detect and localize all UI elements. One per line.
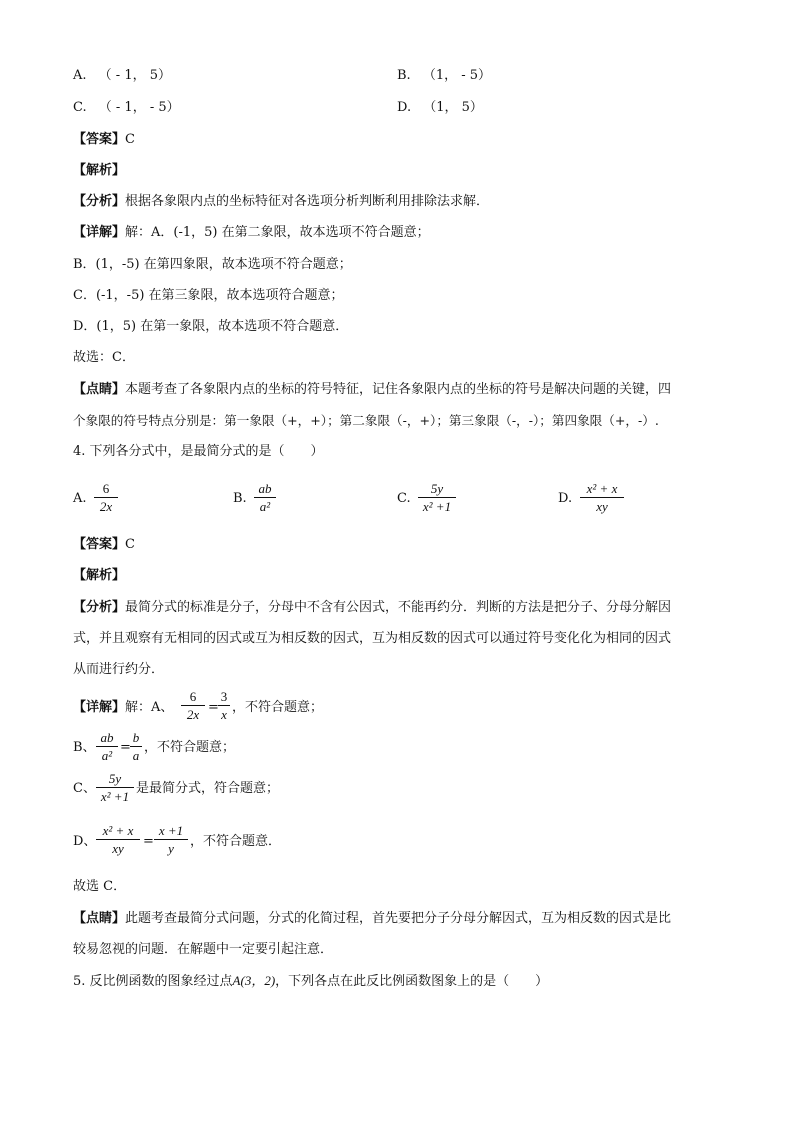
answer-tag: 【答案】 <box>73 132 126 147</box>
option-a-text: （ - 1， 5） <box>98 68 172 83</box>
q4-xiangjie-c-prefix: C、 <box>73 781 96 796</box>
fraction-denominator: 2x <box>186 707 200 722</box>
q4-option-d-label: D. <box>558 491 573 506</box>
q4-xiangjie-b-prefix: B、 <box>73 740 96 755</box>
option-c-label: C. <box>73 100 87 115</box>
q4-xiangjie-d-prefix: D、 <box>73 834 97 849</box>
q4-xiangjie-a-lhs <box>181 688 205 723</box>
fraction-numerator: 5y <box>430 481 444 496</box>
q4-xiangjie-d-rhs <box>154 822 188 857</box>
q4-xiangjie-d-lhs <box>96 822 140 857</box>
q4-fenxi-line3: 从而进行约分． <box>73 662 165 677</box>
q4-guxuan: 故选 C． <box>73 879 127 894</box>
q4-dianjing-line2: 较易忽视的问题．在解题中一定要引起注意． <box>73 942 334 957</box>
fraction-denominator: xy <box>112 841 124 856</box>
fraction-numerator: 3 <box>220 689 228 704</box>
fraction-denominator: a² <box>259 499 271 514</box>
q3-guxuan: 故选：C． <box>73 350 135 365</box>
q4-dianjing-line1 <box>73 910 671 928</box>
q4-xiangjie-a-prefix <box>73 699 173 717</box>
q3-xiangjie-line4: D．(1，5) 在第一象限，故本选项不符合题意． <box>73 319 349 334</box>
q3-xiangjie-line2: B．(1，-5) 在第四象限，故本选项不符合题意； <box>73 257 352 272</box>
option-c-text: （ - 1， - 5） <box>98 100 180 115</box>
q4-xiangjie-a-suffix: ，不符合题意； <box>232 700 324 715</box>
q4-option-c-label: C. <box>397 491 411 506</box>
xiangjie-tag: 【详解】 <box>73 700 126 715</box>
q4-option-a-label: A. <box>73 491 87 506</box>
answer-value: C <box>125 132 135 147</box>
option-c <box>73 99 180 117</box>
fraction-denominator: 2x <box>99 499 113 514</box>
q3-jiexi-tag: 【解析】 <box>73 163 126 178</box>
fraction-denominator: a² <box>101 748 113 763</box>
q5-stem-post: ，下列各点在此反比例函数图象上的是（ ） <box>275 974 549 989</box>
dianjing-tag: 【点睛】 <box>73 911 126 926</box>
q5-point: A(3，2) <box>232 973 276 988</box>
fraction-denominator: xy <box>596 499 608 514</box>
fraction-denominator: x² +1 <box>100 789 130 804</box>
fraction-numerator: 6 <box>102 481 110 496</box>
option-d <box>397 99 483 117</box>
dianjing-text: 本题考查了各象限内点的坐标的符号特征，记住各象限内点的坐标的符号是解决问题的关键，四 <box>125 382 672 397</box>
q4-xiangjie-c-fraction <box>96 770 134 805</box>
option-b <box>397 67 491 85</box>
q4-option-c-fraction <box>418 480 456 515</box>
option-a <box>73 67 171 85</box>
xiangjie-text: 解：A．(-1，5) 在第二象限，故本选项不符合题意； <box>125 225 430 240</box>
fraction-denominator: x² +1 <box>422 499 452 514</box>
dianjing-text: 此题考查最简分式问题，分式的化简过程，首先要把分子分母分解因式，互为相反数的因式是比 <box>125 911 672 926</box>
fraction-numerator: ab <box>258 481 272 496</box>
q3-dianjing-line1 <box>73 381 671 399</box>
option-b-text: （1， - 5） <box>422 68 492 83</box>
q3-fenxi <box>73 193 489 211</box>
fraction-denominator: x <box>221 707 227 722</box>
q4-option-b-fraction <box>254 480 276 515</box>
q5-stem-pre: 5. 反比例函数的图象经过点 <box>73 974 233 989</box>
answer-value: C <box>125 537 135 552</box>
fenxi-tag: 【分析】 <box>73 600 126 615</box>
q4-fenxi-line1 <box>73 599 671 617</box>
equals-sign: = <box>208 700 219 715</box>
q4-xiangjie-b-lhs <box>96 729 118 764</box>
fraction-numerator: ab <box>100 730 114 745</box>
q3-dianjing-line2: 个象限的符号特点分别是：第一象限（+，+）；第二象限（-，+）；第三象限（-，-）；第四象限（+，-）. <box>73 413 659 428</box>
xiangjie-a-text: 解：A、 <box>125 700 174 715</box>
q3-answer <box>73 131 135 149</box>
fenxi-tag: 【分析】 <box>73 194 126 209</box>
option-d-label: D. <box>397 100 412 115</box>
q4-answer <box>73 536 135 554</box>
q5-stem <box>73 972 548 991</box>
fraction-numerator: x² + x <box>102 823 134 838</box>
q4-fenxi-line2: 式，并且观察有无相同的因式或互为相反数的因式，互为相反数的因式可以通过符号变化化为相同的因式 <box>73 631 672 646</box>
q4-xiangjie-b-rhs <box>130 729 142 764</box>
q4-option-a-fraction <box>94 480 118 515</box>
q4-jiexi-tag: 【解析】 <box>73 568 126 583</box>
fenxi-text: 最简分式的标准是分子，分母中不含有公因式，不能再约分．判断的方法是把分子、分母分解因 <box>125 600 672 615</box>
q3-xiangjie-line1 <box>73 224 430 242</box>
option-b-label: B. <box>397 68 411 83</box>
xiangjie-tag: 【详解】 <box>73 225 126 240</box>
equals-sign: = <box>143 834 154 849</box>
q4-xiangjie-a-rhs <box>218 688 230 723</box>
fenxi-text: 根据各象限内点的坐标特征对各选项分析判断利用排除法求解． <box>125 194 490 209</box>
fraction-numerator: x² + x <box>586 481 618 496</box>
q4-stem: 4. 下列各分式中，是最简分式的是（ ） <box>73 444 324 459</box>
q4-xiangjie-d-suffix: ，不符合题意． <box>190 834 282 849</box>
equals-sign: = <box>120 740 131 755</box>
option-d-text: （1， 5） <box>423 100 483 115</box>
fraction-numerator: 6 <box>189 689 197 704</box>
q4-option-d-fraction <box>580 480 624 515</box>
option-a-label: A. <box>73 68 87 83</box>
q3-xiangjie-line3: C．(-1，-5) 在第三象限，故本选项符合题意； <box>73 288 344 303</box>
q4-option-b-label: B. <box>233 491 247 506</box>
answer-tag: 【答案】 <box>73 537 126 552</box>
dianjing-tag: 【点睛】 <box>73 382 126 397</box>
fraction-denominator: a <box>132 748 140 763</box>
q4-xiangjie-b-suffix: ，不符合题意； <box>144 740 236 755</box>
fraction-numerator: b <box>132 730 140 745</box>
fraction-numerator: 5y <box>108 771 122 786</box>
fraction-denominator: y <box>168 841 174 856</box>
q4-xiangjie-c-suffix: 是最简分式，符合题意； <box>136 781 280 796</box>
fraction-numerator: x +1 <box>158 823 184 838</box>
